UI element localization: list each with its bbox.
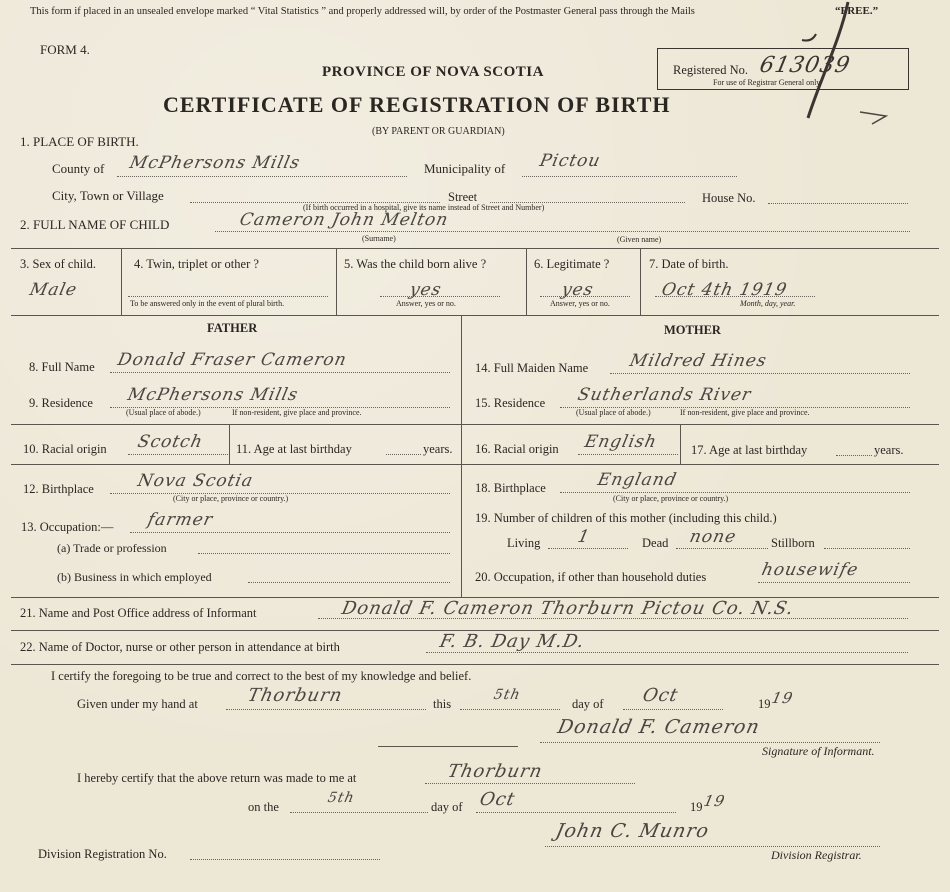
registrar-year-value: 19	[702, 792, 728, 810]
form-number: FORM 4.	[40, 42, 90, 57]
legitimate-value: yes	[559, 280, 596, 300]
mother-occupation-value: housewife	[759, 560, 861, 580]
city-label: City, Town or Village	[52, 188, 164, 203]
mother-occupation-label: 20. Occupation, if other than household duties	[475, 570, 707, 584]
free-notice: “FREE.”	[835, 5, 879, 17]
county-label: County of	[52, 161, 105, 176]
child-name-value: Cameron John Melton	[237, 210, 451, 230]
registered-note: For use of Registrar General only.	[713, 78, 822, 87]
page-title: CERTIFICATE OF REGISTRATION OF BIRTH	[163, 92, 671, 117]
year-prefix: 19	[758, 697, 771, 711]
year-value: 19	[770, 689, 796, 707]
mother-residence-label: 15. Residence	[475, 396, 546, 410]
informant-signature-caption: Signature of Informant.	[762, 744, 875, 758]
twin-note: To be answered only in the event of plural birth.	[130, 299, 285, 308]
father-age-label: 11. Age at last birthday	[236, 442, 352, 456]
mother-residence-note-b: If non-resident, give place and province.	[680, 408, 810, 417]
registrar-day-label: day of	[431, 800, 463, 814]
mother-birthplace-value: England	[595, 470, 679, 490]
father-birthplace-label: 12. Birthplace	[23, 482, 94, 496]
alive-label: 5. Was the child born alive ?	[344, 257, 487, 271]
given-label: Given under my hand at	[77, 697, 198, 711]
father-residence-label: 9. Residence	[29, 396, 93, 410]
father-years-label: years.	[423, 442, 453, 456]
alive-note: Answer, yes or no.	[396, 299, 456, 308]
surname-note: (Surname)	[362, 234, 396, 243]
father-birthplace-note: (City or place, province or country.)	[173, 494, 289, 503]
sex-label: 3. Sex of child.	[20, 257, 97, 271]
municipality-label: Municipality of	[424, 161, 506, 176]
informant-label: 21. Name and Post Office address of Informant	[20, 606, 257, 620]
business-label: (b) Business in which employed	[57, 570, 212, 584]
informant-value: Donald F. Cameron Thorburn Pictou Co. N.S.	[339, 598, 796, 619]
mother-name-label: 14. Full Maiden Name	[475, 361, 589, 375]
registrar-on-label: on the	[248, 800, 279, 814]
mother-residence-value: Sutherlands River	[575, 385, 754, 405]
dead-label: Dead	[642, 536, 669, 550]
place-of-birth-label: 1. PLACE OF BIRTH.	[20, 134, 139, 149]
street-note: (If birth occurred in a hospital, give its name instead of Street and Number)	[303, 203, 545, 212]
dob-value: Oct 4th 1919	[659, 280, 790, 300]
mother-residence-note-a: (Usual place of abode.)	[576, 408, 651, 417]
living-value: 1	[575, 527, 592, 547]
municipality-value: Pictou	[537, 151, 603, 171]
province-title: PROVINCE OF NOVA SCOTIA	[322, 64, 544, 80]
registrar-on-value: 5th	[326, 790, 357, 806]
registrar-caption: Division Registrar.	[771, 848, 862, 862]
this-label: this	[433, 697, 452, 711]
dob-label: 7. Date of birth.	[649, 257, 729, 271]
sex-value: Male	[27, 280, 80, 300]
informant-signature: Donald F. Cameron	[555, 716, 763, 738]
stillborn-label: Stillborn	[771, 536, 815, 550]
child-name-label: 2. FULL NAME OF CHILD	[20, 217, 170, 232]
father-heading: FATHER	[207, 321, 258, 335]
mother-age-label: 17. Age at last birthday	[691, 443, 808, 457]
registrar-statement: I hereby certify that the above return was made to me at	[77, 771, 357, 785]
dead-value: none	[687, 527, 739, 547]
legitimate-label: 6. Legitimate ?	[534, 257, 610, 271]
father-residence-note-a: (Usual place of abode.)	[126, 408, 201, 417]
father-name-label: 8. Full Name	[29, 360, 95, 374]
father-occupation-value: farmer	[145, 510, 216, 530]
given-place-value: Thorburn	[245, 685, 345, 706]
dob-note: Month, day, year.	[740, 299, 796, 308]
pen-stroke-mark	[780, 0, 900, 140]
subtitle: (BY PARENT OR GUARDIAN)	[372, 126, 505, 137]
twin-label: 4. Twin, triplet or other ?	[134, 257, 259, 271]
this-value: 5th	[492, 687, 523, 703]
mother-years-label: years.	[874, 443, 904, 457]
mother-racial-value: English	[582, 432, 659, 452]
legitimate-note: Answer, yes or no.	[550, 299, 610, 308]
mother-birthplace-note: (City or place, province or country.)	[613, 494, 729, 503]
trade-label: (a) Trade or profession	[57, 541, 167, 555]
mother-birthplace-label: 18. Birthplace	[475, 481, 546, 495]
division-registration-label: Division Registration No.	[38, 847, 167, 861]
registrar-signature: John C. Munro	[553, 820, 712, 842]
father-racial-value: Scotch	[135, 432, 205, 452]
doctor-label: 22. Name of Doctor, nurse or other person in attendance at birth	[20, 640, 340, 654]
registered-label: Registered No.	[673, 63, 748, 77]
mother-racial-label: 16. Racial origin	[475, 442, 559, 456]
mother-name-value: Mildred Hines	[627, 351, 769, 371]
father-occupation-label: 13. Occupation:—	[21, 520, 114, 534]
certify-statement: I certify the foregoing to be true and correct to the best of my knowledge and belief.	[51, 669, 472, 683]
day-of-value: Oct	[640, 685, 681, 706]
registered-value: 613039	[757, 53, 853, 78]
postal-notice: This form if placed in an unsealed envelope marked “ Vital Statistics ” and properly addressed will, by order of the Postmaster General pass through the Mails	[30, 6, 695, 17]
given-name-note: (Given name)	[617, 235, 662, 244]
mother-heading: MOTHER	[664, 323, 721, 337]
living-label: Living	[507, 536, 541, 550]
father-residence-value: McPhersons Mills	[125, 385, 301, 405]
street-label: Street	[448, 190, 478, 204]
father-racial-label: 10. Racial origin	[23, 442, 107, 456]
children-count-label: 19. Number of children of this mother (including this child.)	[475, 511, 777, 525]
father-birthplace-value: Nova Scotia	[135, 471, 256, 491]
house-label: House No.	[702, 191, 756, 205]
county-value: McPhersons Mills	[127, 153, 303, 173]
registrar-place-value: Thorburn	[445, 761, 545, 782]
father-name-value: Donald Fraser Cameron	[115, 350, 349, 370]
registrar-day-value: Oct	[477, 789, 518, 810]
doctor-value: F. B. Day M.D.	[437, 631, 587, 652]
father-residence-note-b: If non-resident, give place and province.	[232, 408, 362, 417]
day-of-label: day of	[572, 697, 604, 711]
alive-value: yes	[407, 280, 444, 300]
registrar-year-prefix: 19	[690, 800, 703, 814]
